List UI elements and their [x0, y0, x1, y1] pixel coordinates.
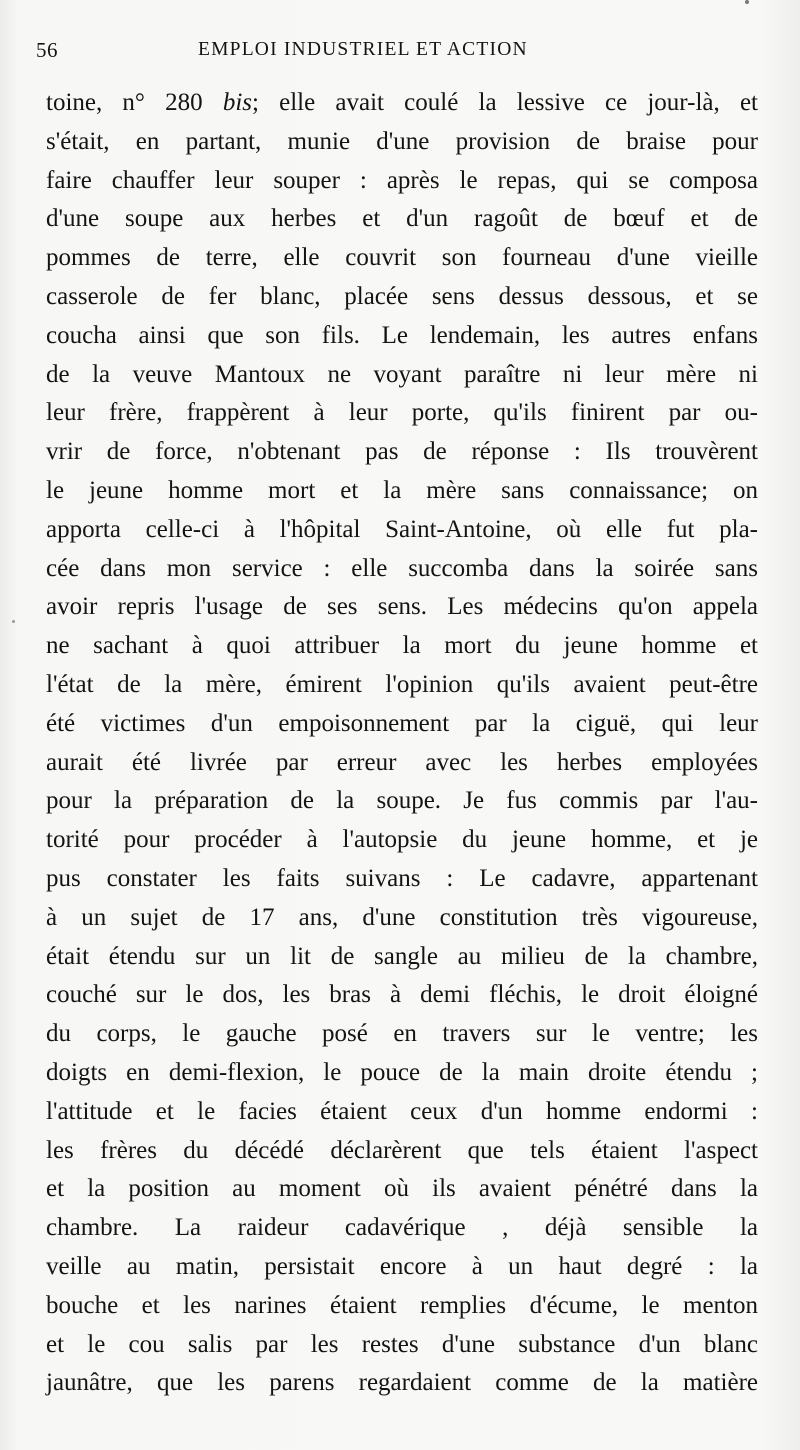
text-line: était étendu sur un lit de sangle au milieu de la chambre, — [46, 942, 758, 970]
italic-bis: bis — [222, 89, 252, 116]
page-header — [36, 38, 756, 74]
text-line: coucha ainsi que son fils. Le lendemain, les autres enfans — [46, 321, 758, 349]
text-line: aurait été livrée par erreur avec les herbes employées — [46, 748, 758, 776]
text-line: ne sachant à quoi attribuer la mort du jeune homme et — [46, 632, 758, 660]
text-line: l'état de la mère, émirent l'opinion qu'ils avaient peut-être — [46, 670, 758, 698]
text-line: vrir de force, n'obtenant pas de réponse : Ils trouvèrent — [46, 438, 758, 466]
text-line: s'était, en partant, munie d'une provision de braise pour — [46, 127, 758, 155]
text-line: et la position au moment où ils avaient pénétré dans la — [46, 1175, 758, 1203]
text-line: bouche et les narines étaient remplies d'écume, le menton — [46, 1291, 758, 1319]
body-text — [46, 84, 758, 1403]
text-line: et le cou salis par les restes d'une substance d'un blanc — [46, 1330, 758, 1358]
text-line: leur frère, frappèrent à leur porte, qu'ils finirent par ou- — [46, 399, 758, 427]
text-line: faire chauffer leur souper : après le repas, qui se composa — [46, 166, 758, 194]
text-line: torité pour procéder à l'autopsie du jeune homme, et je — [46, 826, 758, 854]
text-line: toine, n° 280 bis; elle avait coulé la lessive ce jour-là, et — [46, 89, 758, 116]
text-line: été victimes d'un empoisonnement par la ciguë, qui leur — [46, 709, 758, 737]
text-line: de la veuve Mantoux ne voyant paraître ni leur mère ni — [46, 360, 758, 388]
text-line: chambre. La raideur cadavérique , déjà sensible la — [46, 1214, 758, 1242]
text-line: l'attitude et le facies étaient ceux d'un homme endormi : — [46, 1097, 758, 1125]
running-head: EMPLOI INDUSTRIEL ET ACTION — [198, 39, 528, 60]
ink-speck — [745, 0, 749, 4]
text-line: casserole de fer blanc, placée sens dessus dessous, et se — [46, 282, 758, 310]
text-line: couché sur le dos, les bras à demi fléchis, le droit éloigné — [46, 981, 758, 1009]
text-line: d'une soupe aux herbes et d'un ragoût de bœuf et de — [46, 205, 758, 233]
text-line: pommes de terre, elle couvrit son fourneau d'une vieille — [46, 244, 758, 272]
margin-speck — [12, 620, 15, 623]
text-line: jaunâtre, que les parens regardaient comme de la matière — [46, 1369, 758, 1397]
text-line: le jeune homme mort et la mère sans connaissance; on — [46, 476, 758, 504]
text-line: doigts en demi-flexion, le pouce de la main droite étendu ; — [46, 1058, 758, 1086]
text-line: veille au matin, persistait encore à un haut degré : la — [46, 1252, 758, 1280]
text-line: du corps, le gauche posé en travers sur le ventre; les — [46, 1020, 758, 1048]
page-number: 56 — [36, 38, 58, 62]
text-line: pour la préparation de la soupe. Je fus commis par l'au- — [46, 787, 758, 815]
text-line: à un sujet de 17 ans, d'une constitution très vigoureuse, — [46, 903, 758, 931]
text-line: cée dans mon service : elle succomba dans la soirée sans — [46, 554, 758, 582]
text-line: apporta celle-ci à l'hôpital Saint-Antoine, où elle fut pla- — [46, 515, 758, 543]
text-line: avoir repris l'usage de ses sens. Les médecins qu'on appela — [46, 593, 758, 621]
text-line: les frères du décédé déclarèrent que tels étaient l'aspect — [46, 1136, 758, 1164]
text-line: pus constater les faits suivans : Le cadavre, appartenant — [46, 864, 758, 892]
